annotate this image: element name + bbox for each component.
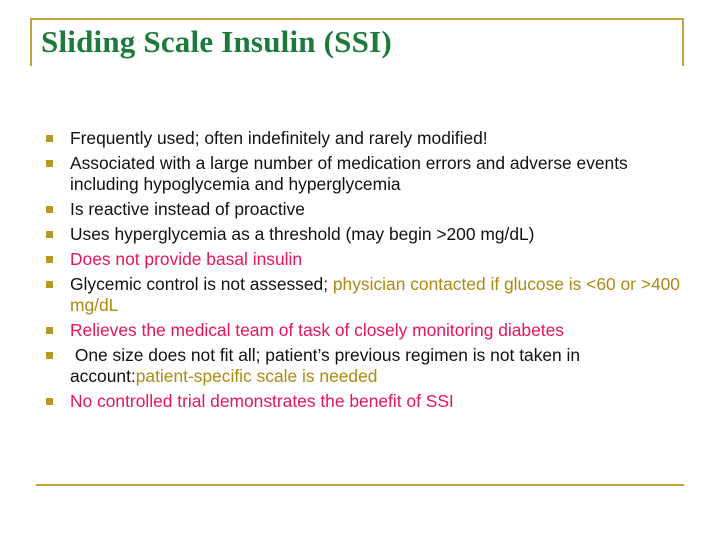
frame-right-line	[682, 18, 684, 66]
frame-left-line	[30, 18, 32, 66]
bullet-text: Is reactive instead of proactive	[70, 199, 305, 219]
square-bullet-icon	[46, 352, 53, 359]
bullet-text-highlight: Does not provide basal insulin	[70, 249, 303, 269]
bullet-item	[46, 199, 686, 220]
bullet-text: Uses hyperglycemia as a threshold (may begin >200 mg/dL)	[70, 224, 535, 244]
frame-top-line	[30, 18, 684, 20]
bullet-text-highlight: Relieves the medical team of task of closely monitoring diabetes	[70, 320, 564, 340]
bullet-list	[46, 128, 686, 416]
bullet-text-highlight: patient-specific scale is needed	[135, 366, 378, 386]
square-bullet-icon	[46, 135, 53, 142]
bullet-item	[46, 274, 686, 316]
bullet-item	[46, 391, 686, 412]
square-bullet-icon	[46, 256, 53, 263]
square-bullet-icon	[46, 327, 53, 334]
square-bullet-icon	[46, 160, 53, 167]
bullet-text: Frequently used; often indefinitely and rarely modified!	[70, 128, 488, 148]
square-bullet-icon	[46, 281, 53, 288]
bullet-item	[46, 128, 686, 149]
bullet-text: Associated with a large number of medication errors and adverse events including hypoglycemia and hyperglycemia	[70, 153, 628, 194]
bullet-item	[46, 249, 686, 270]
bullet-text: One size does not fit all; patient’s previous regimen is not taken in account:	[70, 345, 585, 386]
bullet-text-highlight: physician contacted if glucose is <60 or >400 mg/dL	[70, 274, 680, 315]
bullet-item	[46, 345, 686, 387]
square-bullet-icon	[46, 206, 53, 213]
square-bullet-icon	[46, 398, 53, 405]
slide-title: Sliding Scale Insulin (SSI)	[41, 24, 392, 59]
bullet-item	[46, 153, 686, 195]
bullet-text-highlight: No controlled trial demonstrates the benefit of SSI	[70, 391, 454, 411]
bullet-item	[46, 224, 686, 245]
bullet-text: Glycemic control is not assessed;	[70, 274, 333, 294]
bullet-item	[46, 320, 686, 341]
square-bullet-icon	[46, 231, 53, 238]
frame-bottom-line	[36, 484, 684, 486]
